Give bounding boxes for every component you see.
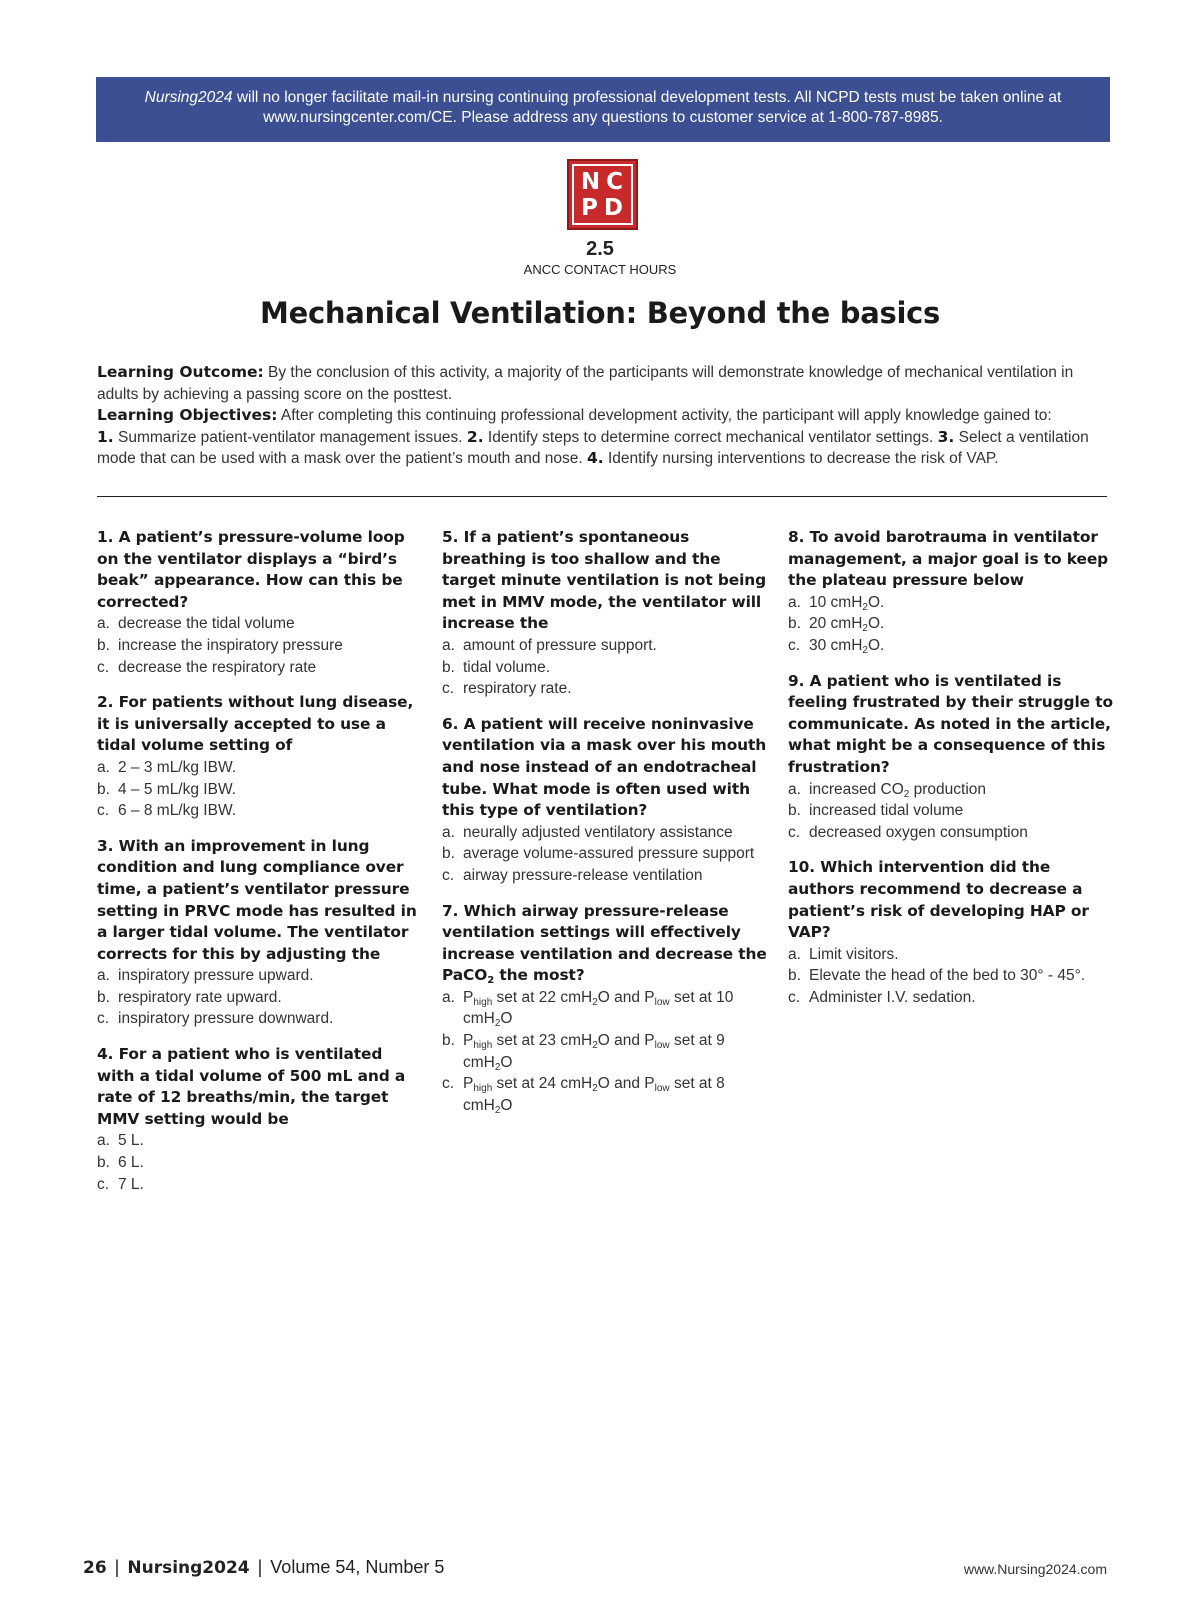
option-b[interactable]	[788, 800, 1113, 822]
option-letter: c.	[442, 866, 455, 884]
contact-hours-value: 2.5	[586, 238, 614, 260]
option-c[interactable]	[442, 1073, 767, 1116]
option-c[interactable]	[97, 657, 422, 679]
option-text: airway pressure-release ventilation	[463, 866, 703, 884]
option-letter: b.	[97, 636, 110, 654]
outcome-text: By the conclusion of this activity, a majority of the participants will demonstrate knowledge of mechanical ventilation in adults by achieving a passing score on the posttest.	[97, 364, 1074, 403]
option-letter: c.	[442, 1075, 455, 1093]
option-letter: c.	[97, 658, 110, 676]
contact-hours-label: ANCC CONTACT HOURS	[523, 262, 677, 277]
option-c[interactable]	[97, 1008, 422, 1030]
option-letter: b.	[97, 988, 110, 1006]
option-b[interactable]	[97, 635, 422, 657]
option-letter: b.	[788, 615, 801, 633]
logo-line-2: PD	[581, 195, 629, 221]
page-title: Mechanical Ventilation: Beyond the basics	[260, 296, 940, 330]
question-text-part: the most?	[494, 966, 585, 985]
option-text: Limit visitors.	[809, 945, 899, 963]
option-text: 2 – 3 mL/kg IBW.	[118, 758, 237, 776]
banner-text: will no longer facilitate mail-in nursing continuing professional development tests. All NCPD tests must be taken online at www.nursingcenter.com/CE. Please address any questions to customer service at 1-800-787-8985.	[232, 89, 1062, 126]
question-9	[788, 671, 1113, 844]
option-text: amount of pressure support.	[463, 636, 657, 654]
option-a[interactable]	[97, 613, 422, 635]
option-text: decrease the respiratory rate	[118, 658, 317, 676]
option-letter: a.	[97, 615, 110, 633]
option-a[interactable]	[442, 822, 767, 844]
option-letter: c.	[442, 680, 455, 698]
option-b[interactable]	[97, 1152, 422, 1174]
question-text: 1. A patient’s pressure-volume loop on the ventilator displays a “bird’s beak” appearance. How can this be corrected?	[97, 528, 405, 611]
question-text: 9. A patient who is ventilated is feeling frustrated by their struggle to communicate. As noted in the article, what might be a consequence of this frustration?	[788, 671, 1113, 776]
option-b[interactable]	[442, 657, 767, 679]
option-c[interactable]	[442, 865, 767, 887]
question-2	[97, 692, 422, 822]
question-column-3	[788, 527, 1113, 1022]
option-text: inspiratory pressure upward.	[118, 967, 314, 985]
option-text: increased tidal volume	[809, 802, 964, 820]
option-text: neurally adjusted ventilatory assistance	[463, 823, 733, 841]
ncpd-logo	[567, 159, 638, 230]
option-a[interactable]	[442, 635, 767, 657]
section-divider	[97, 496, 1107, 497]
option-c[interactable]	[442, 678, 767, 700]
objective-2-num: 2.	[466, 427, 484, 446]
option-text: decrease the tidal volume	[118, 615, 295, 633]
option-letter: b.	[442, 1032, 455, 1050]
question-text: 6. A patient will receive noninvasive ventilation via a mask over his mouth and nose instead of an endotracheal tube. What mode is often used with this type of ventilation?	[442, 714, 767, 820]
logo-line-1: NC	[580, 169, 630, 195]
subscript: 2	[487, 975, 495, 987]
question-text: 8. To avoid barotrauma in ventilator management, a major goal is to keep the plateau pressure below	[788, 528, 1109, 590]
option-text: 30 cmH$_2$O.	[809, 636, 885, 656]
notice-banner	[96, 77, 1110, 142]
option-letter: b.	[97, 1154, 110, 1172]
option-a[interactable]	[788, 944, 1113, 966]
page-number: 26	[83, 1558, 107, 1578]
option-text: respiratory rate.	[463, 680, 572, 698]
objective-2: Identify steps to determine correct mechanical ventilator settings.	[483, 428, 938, 446]
option-b[interactable]	[788, 965, 1113, 987]
question-text: 3. With an improvement in lung condition and lung compliance over time, a patient’s ventilator pressure setting in PRVC mode has resulted in a larger tidal volume. The ventilator corrects for this by adjusting the	[97, 836, 417, 963]
footer-website[interactable]: www.Nursing2024.com	[963, 1561, 1107, 1577]
option-letter: c.	[97, 1175, 110, 1193]
option-text: respiratory rate upward.	[118, 988, 282, 1006]
magazine-name: Nursing2024	[127, 1558, 250, 1578]
option-letter: c.	[788, 823, 801, 841]
option-text: $P_{high}$ set at 23 cmH$_2$O and $P_{low}$ set at 9 cmH$_2$O	[463, 1032, 725, 1073]
issue-volume: Volume 54, Number 5	[270, 1557, 445, 1577]
option-text: tidal volume.	[463, 658, 551, 676]
option-letter: a.	[97, 758, 110, 776]
objective-1: Summarize patient-ventilator management issues.	[113, 428, 467, 446]
question-text	[442, 901, 767, 987]
objective-3-num: 3.	[937, 427, 955, 446]
option-text: 4 – 5 mL/kg IBW.	[118, 780, 237, 798]
option-b[interactable]	[442, 843, 767, 865]
question-10	[788, 857, 1113, 1008]
question-7	[442, 901, 767, 1117]
option-letter: a.	[788, 593, 801, 611]
option-text: inspiratory pressure downward.	[118, 1010, 334, 1028]
objectives-text: After completing this continuing professional development activity, the participant will apply knowledge gained to:	[277, 407, 1052, 425]
question-text-part: 7. Which airway pressure-release ventilation settings will effectively increase ventilation and decrease the PaCO	[442, 901, 767, 985]
option-a[interactable]	[97, 1130, 422, 1152]
option-letter: a.	[442, 823, 455, 841]
question-1	[97, 527, 422, 678]
option-b[interactable]	[97, 987, 422, 1009]
option-letter: a.	[97, 967, 110, 985]
option-text: $P_{high}$ set at 24 cmH$_2$O and $P_{low}$ set at 8 cmH$_2$O	[463, 1075, 725, 1116]
option-text: 5 L.	[118, 1132, 144, 1150]
option-text: $P_{high}$ set at 22 cmH$_2$O and $P_{low}$ set at 10 cmH$_2$O	[463, 988, 734, 1030]
footer-separator: |	[114, 1557, 120, 1577]
option-a[interactable]	[788, 592, 1113, 614]
option-letter: c.	[97, 1010, 110, 1028]
option-a[interactable]	[97, 757, 422, 779]
option-letter: c.	[788, 636, 801, 654]
page-footer	[83, 1557, 444, 1578]
question-column-1	[97, 527, 422, 1209]
option-letter: b.	[97, 780, 110, 798]
question-3	[97, 836, 422, 1030]
option-c[interactable]	[97, 800, 422, 822]
objective-4: Identify nursing interventions to decrease the risk of VAP.	[603, 450, 999, 468]
option-letter: a.	[97, 1132, 110, 1150]
option-b[interactable]	[788, 613, 1113, 635]
option-text: Elevate the head of the bed to 30° - 45°.	[809, 967, 1086, 985]
question-6	[442, 714, 767, 887]
option-text: 10 cmH$_2$O.	[809, 593, 885, 613]
question-text: 2. For patients without lung disease, it is universally accepted to use a tidal volume setting of	[97, 693, 414, 755]
option-letter: b.	[788, 802, 801, 820]
question-column-2	[442, 527, 767, 1130]
banner-magazine-name: Nursing2024	[144, 89, 233, 106]
option-text: 7 L.	[118, 1175, 144, 1193]
option-text: 6 – 8 mL/kg IBW.	[118, 802, 237, 820]
option-letter: b.	[442, 845, 455, 863]
question-text: 4. For a patient who is ventilated with a tidal volume of 500 mL and a rate of 12 breaths/min, the target MMV setting would be	[97, 1045, 406, 1128]
learning-intro	[97, 362, 1107, 470]
question-5	[442, 527, 767, 700]
option-c[interactable]	[97, 1174, 422, 1196]
objective-1-num: 1.	[97, 427, 114, 446]
option-text: 20 cmH$_2$O.	[809, 615, 885, 635]
option-letter: b.	[788, 967, 801, 985]
option-letter: a.	[442, 636, 455, 654]
option-letter: c.	[788, 988, 801, 1006]
question-text: 10. Which intervention did the authors recommend to decrease a patient’s risk of developing HAP or VAP?	[788, 858, 1089, 942]
objective-4-num: 4.	[586, 449, 604, 468]
option-text: decreased oxygen consumption	[809, 823, 1028, 841]
option-c[interactable]	[788, 987, 1113, 1009]
option-text: 6 L.	[118, 1154, 144, 1172]
option-letter: a.	[788, 945, 801, 963]
option-a[interactable]	[97, 965, 422, 987]
option-text: increased $CO_2$ production	[809, 780, 987, 800]
option-c[interactable]	[788, 822, 1113, 844]
option-letter: a.	[442, 988, 455, 1006]
option-text: increase the inspiratory pressure	[118, 636, 343, 654]
option-b[interactable]	[442, 1030, 767, 1073]
option-letter: b.	[442, 658, 455, 676]
question-4	[97, 1044, 422, 1195]
option-a[interactable]	[442, 987, 767, 1030]
question-text: 5. If a patient’s spontaneous breathing is too shallow and the target minute ventilation is not being met in MMV mode, the ventilator will increase the	[442, 528, 767, 633]
outcome-label: Learning Outcome:	[97, 363, 264, 381]
option-a[interactable]	[788, 779, 1113, 801]
option-c[interactable]	[788, 635, 1113, 657]
question-8	[788, 527, 1113, 657]
option-text: Administer I.V. sedation.	[809, 988, 976, 1006]
option-b[interactable]	[97, 779, 422, 801]
option-letter: c.	[97, 802, 110, 820]
option-letter: a.	[788, 780, 801, 798]
objectives-label: Learning Objectives:	[97, 406, 278, 425]
footer-separator: |	[257, 1557, 263, 1577]
objective-3: Select a ventilation mode that can be used with a mask over the patient’s mouth and nose.	[97, 428, 1089, 468]
option-text: average volume-assured pressure support	[463, 845, 755, 863]
